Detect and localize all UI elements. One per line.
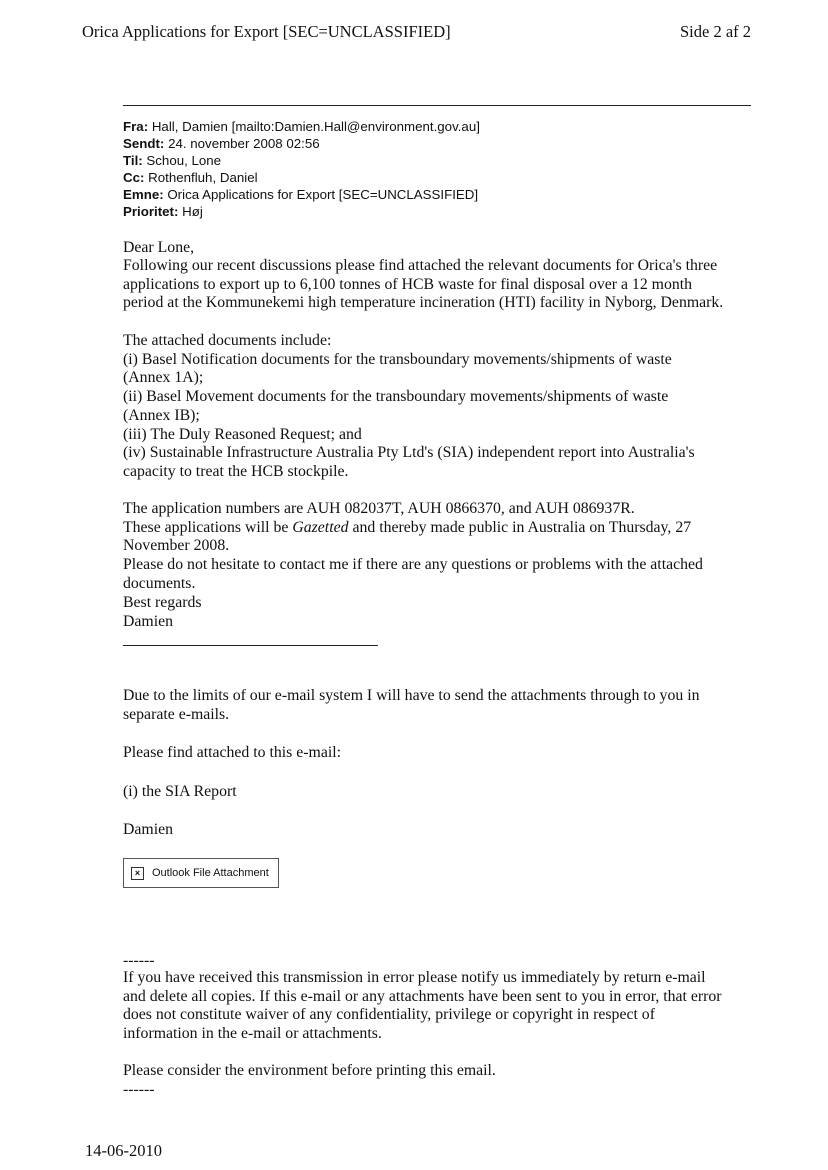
priority-row — [123, 203, 480, 220]
attachment-label: Outlook File Attachment — [152, 867, 269, 879]
to-row — [123, 152, 480, 169]
text-line: information in the e-mail or attachments. — [123, 1025, 382, 1043]
list-item: (ii) Basel Movement documents for the transboundary movements/shipments of waste — [123, 388, 669, 406]
text-line: does not constitute waiver of any confidentiality, privilege or copyright in respect of — [123, 1006, 655, 1024]
attached-item: (i) the SIA Report — [123, 783, 237, 800]
header-divider — [123, 105, 751, 106]
from-label: Fra: — [123, 119, 149, 134]
email-header-block — [123, 118, 480, 221]
text-line: If you have received this transmission in error please notify us immediately by return e-mail — [123, 969, 706, 986]
greeting: Dear Lone, — [123, 239, 195, 256]
sent-label: Sendt: — [123, 136, 165, 152]
signature-divider — [123, 645, 378, 646]
environment-note: Please consider the environment before printing this email. — [123, 1062, 496, 1079]
attachments-note — [123, 687, 763, 724]
priority-label: Prioritet: — [123, 204, 179, 220]
to-label: Til: — [123, 153, 143, 169]
list-item: (i) Basel Notification documents for the transboundary movements/shipments of waste — [123, 350, 672, 368]
from-row — [123, 118, 480, 135]
priority-value: Høj — [182, 204, 203, 220]
list-item: (iv) Sustainable Infrastructure Australia Pty Ltd's (SIA) independent report into Australia's — [123, 444, 695, 462]
list-item: (Annex IB); — [123, 406, 200, 424]
signoff-block — [123, 594, 763, 631]
list-item: (Annex 1A); — [123, 369, 204, 387]
from-value: Hall, Damien [mailto:Damien.Hall@environment.gov.au] — [151, 119, 480, 134]
text-line: November 2008. — [123, 537, 230, 555]
intro-paragraph — [123, 257, 763, 313]
second-signature: Damien — [123, 821, 174, 838]
text-line: period at the Kommunekemi high temperature incineration (HTI) facility in Nyborg, Denmark. — [123, 294, 724, 312]
to-value: Schou, Lone — [146, 153, 222, 169]
cc-row — [123, 169, 480, 186]
text-segment: These applications will be — [123, 518, 293, 536]
disclaimer — [123, 969, 763, 1044]
sent-row — [123, 135, 480, 152]
cc-label: Cc: — [123, 170, 145, 186]
sent-value: 24. november 2008 02:56 — [168, 136, 320, 152]
attached-intro: Please find attached to this e-mail: — [123, 744, 342, 761]
broken-attachment-icon: × — [131, 867, 144, 880]
list-heading: The attached documents include: — [123, 332, 332, 349]
text-line: separate e-mails. — [123, 705, 230, 723]
closing: Best regards — [123, 594, 202, 611]
text-line: Due to the limits of our e-mail system I will have to send the attachments through to you in — [123, 687, 700, 704]
text-line: applications to export up to 6,100 tonnes of HCB waste for final disposal over a 12 month — [123, 275, 693, 293]
outlook-file-attachment[interactable] — [123, 858, 279, 888]
subject-label: Emne: — [123, 187, 164, 203]
list-item: (iii) The Duly Reasoned Request; and — [123, 425, 362, 443]
text-line: Please do not hesitate to contact me if there are any questions or problems with the attached — [123, 556, 703, 574]
page-number: Side 2 af 2 — [680, 22, 752, 41]
text-line: documents. — [123, 574, 196, 592]
subject-value: Orica Applications for Export [SEC=UNCLASSIFIED] — [167, 187, 479, 203]
text-line — [123, 519, 763, 538]
separator-dashes: ------ — [123, 1081, 155, 1098]
print-date: 14-06-2010 — [85, 1141, 162, 1160]
text-segment: and thereby made public in Australia on Thursday, 27 — [348, 518, 692, 536]
cc-value: Rothenfluh, Daniel — [148, 170, 258, 186]
subject-row — [123, 186, 480, 203]
list-item: capacity to treat the HCB stockpile. — [123, 462, 349, 480]
text-line: Following our recent discussions please find attached the relevant documents for Orica's three — [123, 257, 718, 274]
documents-list — [123, 332, 763, 482]
text-line: and delete all copies. If this e-mail or any attachments have been sent to you in error, that error — [123, 987, 722, 1005]
application-numbers-paragraph — [123, 500, 763, 594]
separator-dashes: ------ — [123, 952, 155, 969]
signature: Damien — [123, 612, 174, 630]
text-line: The application numbers are AUH 082037T, AUH 0866370, and AUH 086937R. — [123, 500, 635, 517]
document-title: Orica Applications for Export [SEC=UNCLASSIFIED] — [82, 22, 451, 41]
gazetted-emphasis: Gazetted — [292, 518, 349, 536]
